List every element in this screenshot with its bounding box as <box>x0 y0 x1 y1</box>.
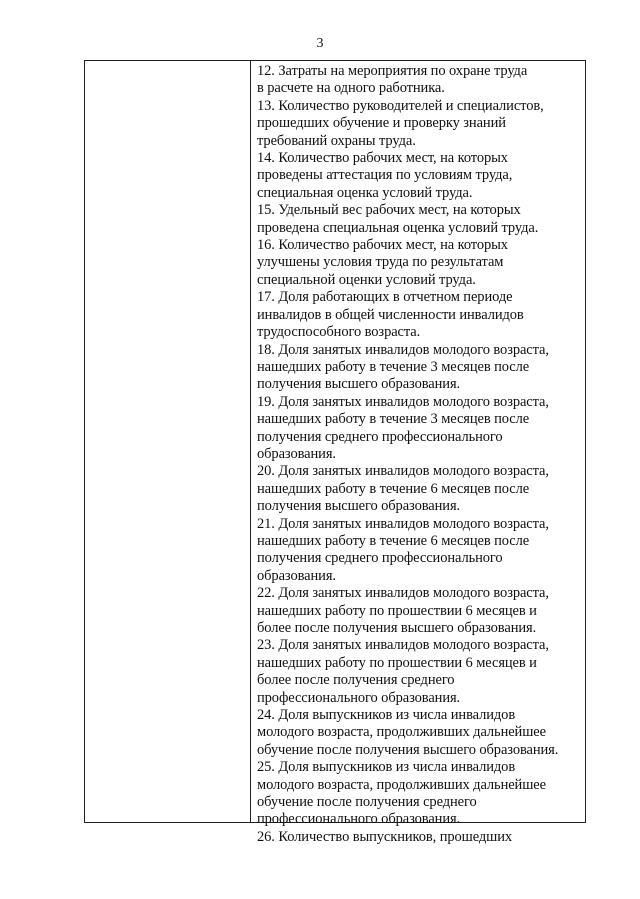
list-item-line: 22. Доля занятых инвалидов молодого возраста, <box>257 585 549 602</box>
list-item-line: получения среднего профессионального <box>257 428 503 445</box>
list-item-line: инвалидов в общей численности инвалидов <box>257 306 524 323</box>
list-item-line: 12. Затраты на мероприятия по охране труда <box>257 63 528 79</box>
list-item-line: обучение после получения среднего <box>257 794 477 811</box>
list-item-line: прошедших обучение и проверку знаний <box>257 115 506 132</box>
list-item-line: нашедших работу в течение 3 месяцев после <box>257 358 530 375</box>
list-item-line: более после получения среднего <box>257 672 455 689</box>
page-number: 3 <box>316 36 324 51</box>
list-item-line: специальная оценка условий труда. <box>257 184 473 201</box>
list-item <box>257 585 583 637</box>
list-item-line: нашедших работу по прошествии 6 месяцев и <box>257 602 537 619</box>
list-item-line: образования. <box>257 445 336 462</box>
list-item-line: в расчете на одного работника. <box>257 80 445 97</box>
list-item-line: получения среднего профессионального <box>257 550 503 567</box>
list-item <box>257 63 583 98</box>
list-item-line: 16. Количество рабочих мест, на которых <box>257 237 508 254</box>
list-item-line: молодого возраста, продолживших дальнейшее <box>257 724 546 741</box>
list-item <box>257 759 583 829</box>
list-item <box>257 202 583 237</box>
list-item-line: получения высшего образования. <box>257 498 461 515</box>
list-item <box>257 237 583 289</box>
list-item-line: обучение после получения высшего образования. <box>257 741 559 758</box>
list-item-line: нашедших работу в течение 3 месяцев после <box>257 411 530 428</box>
list-item-line: 21. Доля занятых инвалидов молодого возраста, <box>257 515 549 532</box>
list-item <box>257 829 583 846</box>
list-item-line: молодого возраста, продолживших дальнейшее <box>257 776 546 793</box>
list-item-line: 24. Доля выпускников из числа инвалидов <box>257 707 516 724</box>
list-item-line: проведена специальная оценка условий труда. <box>257 219 539 236</box>
list-item-line: образования. <box>257 567 336 584</box>
list-item <box>257 342 583 394</box>
list-item-line: требований охраны труда. <box>257 132 416 149</box>
list-item-line: нашедших работу в течение 6 месяцев после <box>257 480 530 497</box>
table-left-column <box>85 61 250 822</box>
list-item-line: нашедших работу в течение 6 месяцев после <box>257 532 530 549</box>
column-divider <box>250 61 251 822</box>
list-item-line: 15. Удельный вес рабочих мест, на которых <box>257 202 521 219</box>
list-item <box>257 394 583 464</box>
list-item-line: специальной оценки условий труда. <box>257 271 476 288</box>
list-item-line: 23. Доля занятых инвалидов молодого возраста, <box>257 637 549 654</box>
list-item-line: профессионального образования. <box>257 689 461 706</box>
list-item-line: 14. Количество рабочих мест, на которых <box>257 150 508 167</box>
list-item <box>257 98 583 150</box>
list-item-line: профессионального образования. <box>257 811 461 828</box>
list-item-line: 13. Количество руководителей и специалистов, <box>257 97 544 114</box>
list-item-line: 17. Доля работающих в отчетном периоде <box>257 289 513 306</box>
list-item-line: 26. Количество выпускников, прошедших <box>257 828 513 845</box>
list-item <box>257 289 583 341</box>
document-table <box>84 60 586 845</box>
list-item-line: нашедших работу по прошествии 6 месяцев и <box>257 654 537 671</box>
list-item-line: 19. Доля занятых инвалидов молодого возраста, <box>257 393 549 410</box>
list-item-line: трудоспособного возраста. <box>257 324 421 341</box>
list-item <box>257 637 583 707</box>
list-item-line: 25. Доля выпускников из числа инвалидов <box>257 759 516 776</box>
list-item <box>257 707 583 759</box>
list-item-line: улучшены условия труда по результатам <box>257 254 504 271</box>
list-item <box>257 516 583 586</box>
list-item-line: получения высшего образования. <box>257 376 461 393</box>
list-item-line: проведены аттестация по условиям труда, <box>257 167 513 184</box>
list-item-line: 20. Доля занятых инвалидов молодого возраста, <box>257 463 549 480</box>
table-right-column <box>257 63 583 846</box>
list-item <box>257 463 583 515</box>
list-item <box>257 150 583 202</box>
list-item-line: более после получения высшего образования. <box>257 620 537 636</box>
list-item-line: 18. Доля занятых инвалидов молодого возраста, <box>257 341 549 358</box>
